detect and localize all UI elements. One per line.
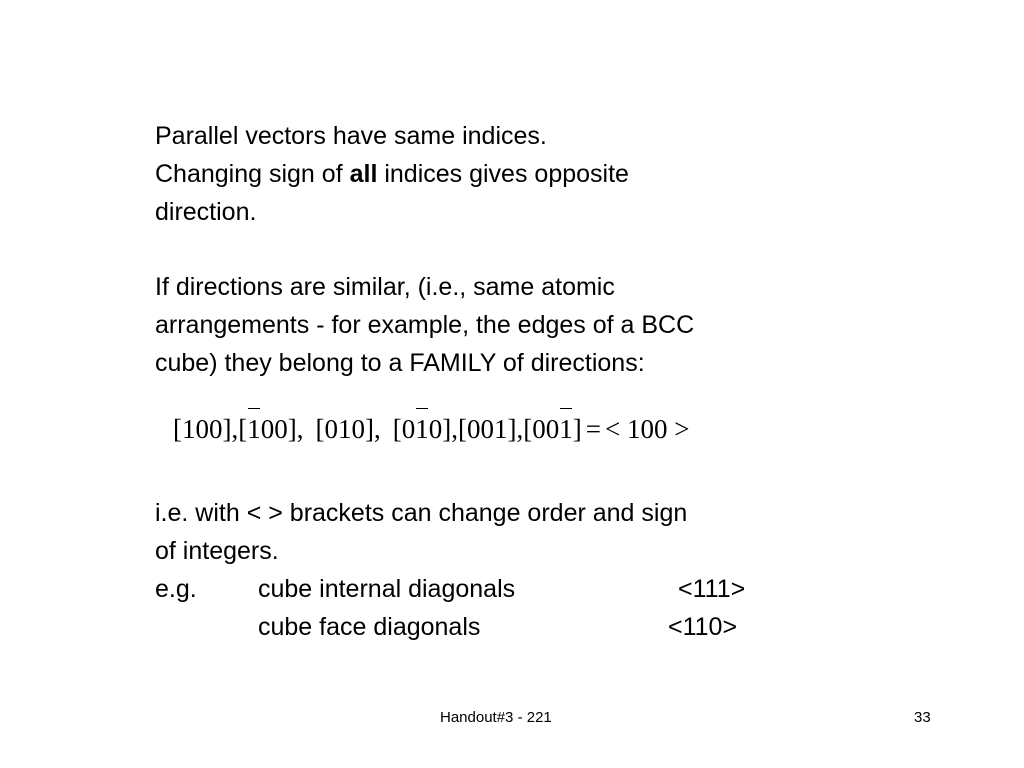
text-run: indices gives opposite bbox=[377, 160, 629, 188]
text-line: If directions are similar, (i.e., same atomic bbox=[155, 273, 615, 301]
formula-separator: , bbox=[451, 414, 458, 444]
formula-separator: , bbox=[374, 414, 381, 444]
index-digit: 1 bbox=[494, 414, 508, 444]
text-line: arrangements - for example, the edges of a BCC bbox=[155, 311, 695, 339]
close-bracket: ] bbox=[222, 414, 232, 444]
family-paragraph bbox=[155, 268, 694, 382]
index-digit: 0 bbox=[428, 414, 443, 444]
direction-index bbox=[458, 402, 517, 456]
close-bracket: ] bbox=[365, 414, 374, 444]
index-digit: 0 bbox=[480, 414, 494, 444]
parallel-vectors-paragraph bbox=[155, 117, 629, 231]
index-digit: 1 bbox=[338, 414, 352, 444]
equals-sign: = bbox=[585, 414, 601, 444]
text-line: direction. bbox=[155, 198, 257, 226]
open-bracket: [ bbox=[523, 414, 533, 444]
direction-index bbox=[316, 402, 375, 456]
direction-index bbox=[523, 402, 582, 456]
negative-index-digit: 1 bbox=[559, 402, 573, 456]
formula-separator: , bbox=[296, 414, 304, 444]
formula-separator: , bbox=[516, 414, 524, 444]
open-bracket: [ bbox=[458, 414, 467, 444]
example-label: e.g. bbox=[155, 575, 197, 603]
close-bracket: ] bbox=[507, 414, 517, 444]
open-bracket: [ bbox=[238, 414, 248, 444]
example-description: cube face diagonals bbox=[258, 613, 481, 641]
text-line: Parallel vectors have same indices. bbox=[155, 122, 547, 150]
index-digit: 0 bbox=[401, 414, 416, 444]
example-description: cube internal diagonals bbox=[258, 575, 516, 603]
close-bracket: ] bbox=[572, 414, 582, 444]
index-digit: 0 bbox=[351, 414, 365, 444]
example-row bbox=[155, 570, 745, 608]
close-bracket: ] bbox=[287, 414, 297, 444]
text-line: cube) they belong to a FAMILY of directions: bbox=[155, 349, 645, 377]
direction-family-formula bbox=[173, 402, 689, 456]
index-digit: 0 bbox=[324, 414, 338, 444]
brackets-paragraph bbox=[155, 494, 745, 646]
index-digit: 0 bbox=[532, 414, 546, 444]
index-digit: 1 bbox=[182, 414, 196, 444]
text-line: of integers. bbox=[155, 537, 279, 565]
index-digit: 0 bbox=[195, 414, 209, 444]
open-bracket: [ bbox=[392, 414, 402, 444]
emphasis-all: all bbox=[349, 160, 378, 188]
example-notation: <110> bbox=[668, 613, 738, 641]
index-digit: 0 bbox=[545, 414, 560, 444]
example-notation: <111> bbox=[678, 575, 746, 603]
open-bracket: [ bbox=[315, 414, 325, 444]
direction-index bbox=[173, 402, 232, 456]
text-line bbox=[155, 155, 629, 193]
page-number: 33 bbox=[914, 709, 931, 726]
close-bracket: ] bbox=[442, 414, 452, 444]
index-digit: 0 bbox=[467, 414, 481, 444]
text-line: i.e. with < > brackets can change order and sign bbox=[155, 499, 688, 527]
family-notation: < 100 > bbox=[604, 414, 690, 444]
index-digit: 0 bbox=[260, 414, 275, 444]
example-row bbox=[155, 608, 745, 646]
text-run: Changing sign of bbox=[155, 160, 350, 188]
index-digit: 0 bbox=[209, 414, 223, 444]
negative-index-digit: 1 bbox=[415, 402, 429, 456]
index-digit: 0 bbox=[274, 414, 288, 444]
formula-separator: , bbox=[231, 414, 239, 444]
direction-index bbox=[238, 402, 297, 456]
open-bracket: [ bbox=[173, 414, 182, 444]
direction-index bbox=[393, 402, 452, 456]
negative-index-digit: 1 bbox=[247, 402, 261, 456]
footer-handout-label: Handout#3 - 221 bbox=[440, 709, 552, 726]
